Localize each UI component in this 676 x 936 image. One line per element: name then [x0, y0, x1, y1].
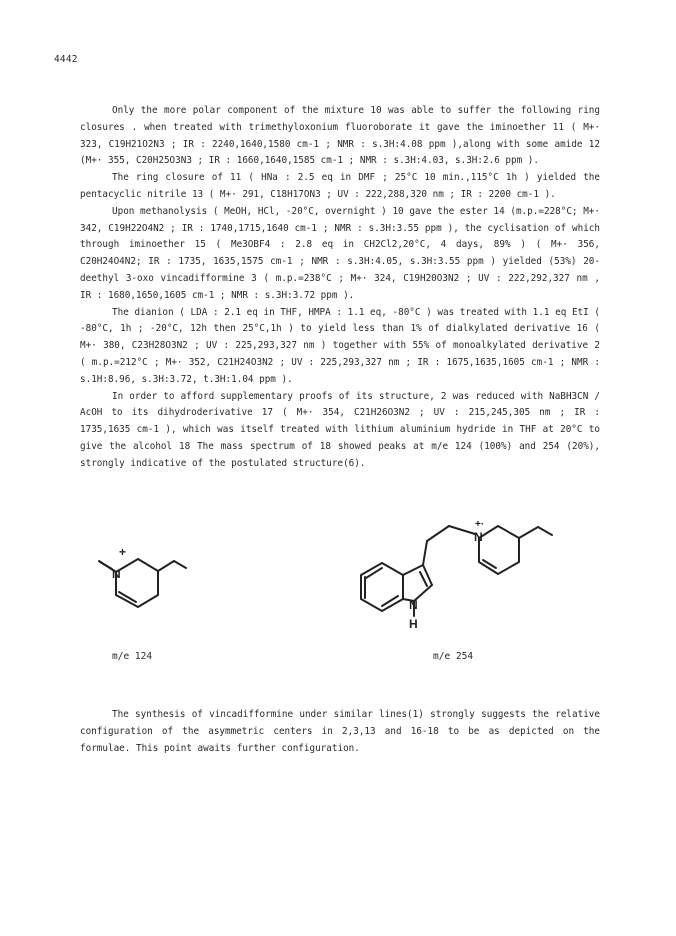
paragraph-dianion: The dianion ( LDA : 2.1 eq in THF, HMPA : 1.1 eq, -80°C ) was treated with 1.1 eq EtI ( -80°C, 1h ; -20°C, 12h then 25°C,1h ) to yield less than 1% of dialkylated derivative 16 ( M+· 380, C23H28O3N2 ; UV : 225,293,327 nm ) together with 55% of monoalkylated derivative 2 ( m.p.=212°C ; M+· 352, C21H24O3N2 ; UV : 225,293,327 nm ; IR : 1675,1635,1605 cm-1 ; NMR : s.1H:8.96, s.3H:3.72, t.3H:1.04 ppm ).: [80, 306, 600, 385]
conclusion-paragraph: The synthesis of vincadifformine under similar lines(1) strongly suggests the relative configuration of the asymmetric centers in 2,3,13 and 16-18 to be as depicted on the formulae. This point awaits further configuration.: [80, 709, 600, 754]
paragraph-reduction: In order to afford supplementary proofs of its structure, 2 was reduced with NaBH3CN / AcOH to its dihydroderivative 17 ( M+· 354, C21H26O3N2 ; UV : 215,245,305 nm ; IR : 1735,1635 cm-1 ), which was itself treated with lithium aluminium hydride in THF at 20°C to give the alcohol 18 The mass spectrum of 18 showed peaks at m/e 124 (100%) and 254 (20%), strongly indicative of the postulated structure(6).: [80, 390, 600, 469]
indole-n-atom: N: [409, 598, 418, 612]
caption-m124: m/e 124: [112, 651, 153, 662]
left-n-atom: N: [112, 567, 121, 581]
paragraph-nitrile: The ring closure of 11 ( HNa : 2.5 eq in DMF ; 25°C 10 min.,115°C 1h ) yielded the pentacyclic nitrile 13 ( M+· 291, C18H17ON3 ; UV : 222,288,320 nm ; IR : 2200 cm-1 ).: [80, 172, 600, 200]
page-number: 4442: [54, 54, 78, 65]
caption-m254: m/e 254: [433, 651, 474, 662]
conclusion-text: [80, 706, 600, 757]
paragraph-methanolysis: Upon methanolysis ( MeOH, HCl, -20°C, overnight ) 10 gave the ester 14 (m.p.=228°C; M+· 342, C19H22O4N2 ; IR : 1740,1715,1640 cm-1 ; NMR : s.3H:3.55 ppm ), the cyclisation of which through iminoether 15 ( Me3OBF4 : 2.8 eq in CH2Cl2,20°C, 4 days, 89% ) ( M+· 356, C20H24O4N2; IR : 1735, 1635,1575 cm-1 ; NMR : s.3H:4.05, s.3H:3.55 ppm ) yielded (53%) 20-deethyl 3-oxo vincadifformine 3 ( m.p.=238°C ; M+· 324, C19H20O3N2 ; UV : 222,292,327 nm , IR : 1680,1650,1605 cm-1 ; NMR : s.3H:3.72 ppm ).: [80, 205, 600, 301]
fragment-m124-structure: [99, 559, 186, 607]
fragment-m254-structure: [361, 526, 552, 616]
right-charge: +·: [475, 519, 485, 530]
paragraph-ring-closures: Only the more polar component of the mixture 10 was able to suffer the following ring closures . when treated with trimethyloxonium fluoroborate it gave the iminoether 11 ( M+· 323, C19H21O2N3 ; IR : 2240,1640,1580 cm-1 ; NMR : s.3H:4.08 ppm ),along with some amide 12 (M+· 355, C20H25O3N3 ; IR : 1660,1640,1585 cm-1 ; NMR : s.3H:4.03, s.3H:2.6 ppm ).: [80, 105, 600, 167]
right-n-atom: N: [474, 530, 483, 544]
indole-h-atom: H: [409, 617, 418, 631]
left-charge: +: [119, 545, 127, 559]
body-text: [80, 103, 600, 473]
